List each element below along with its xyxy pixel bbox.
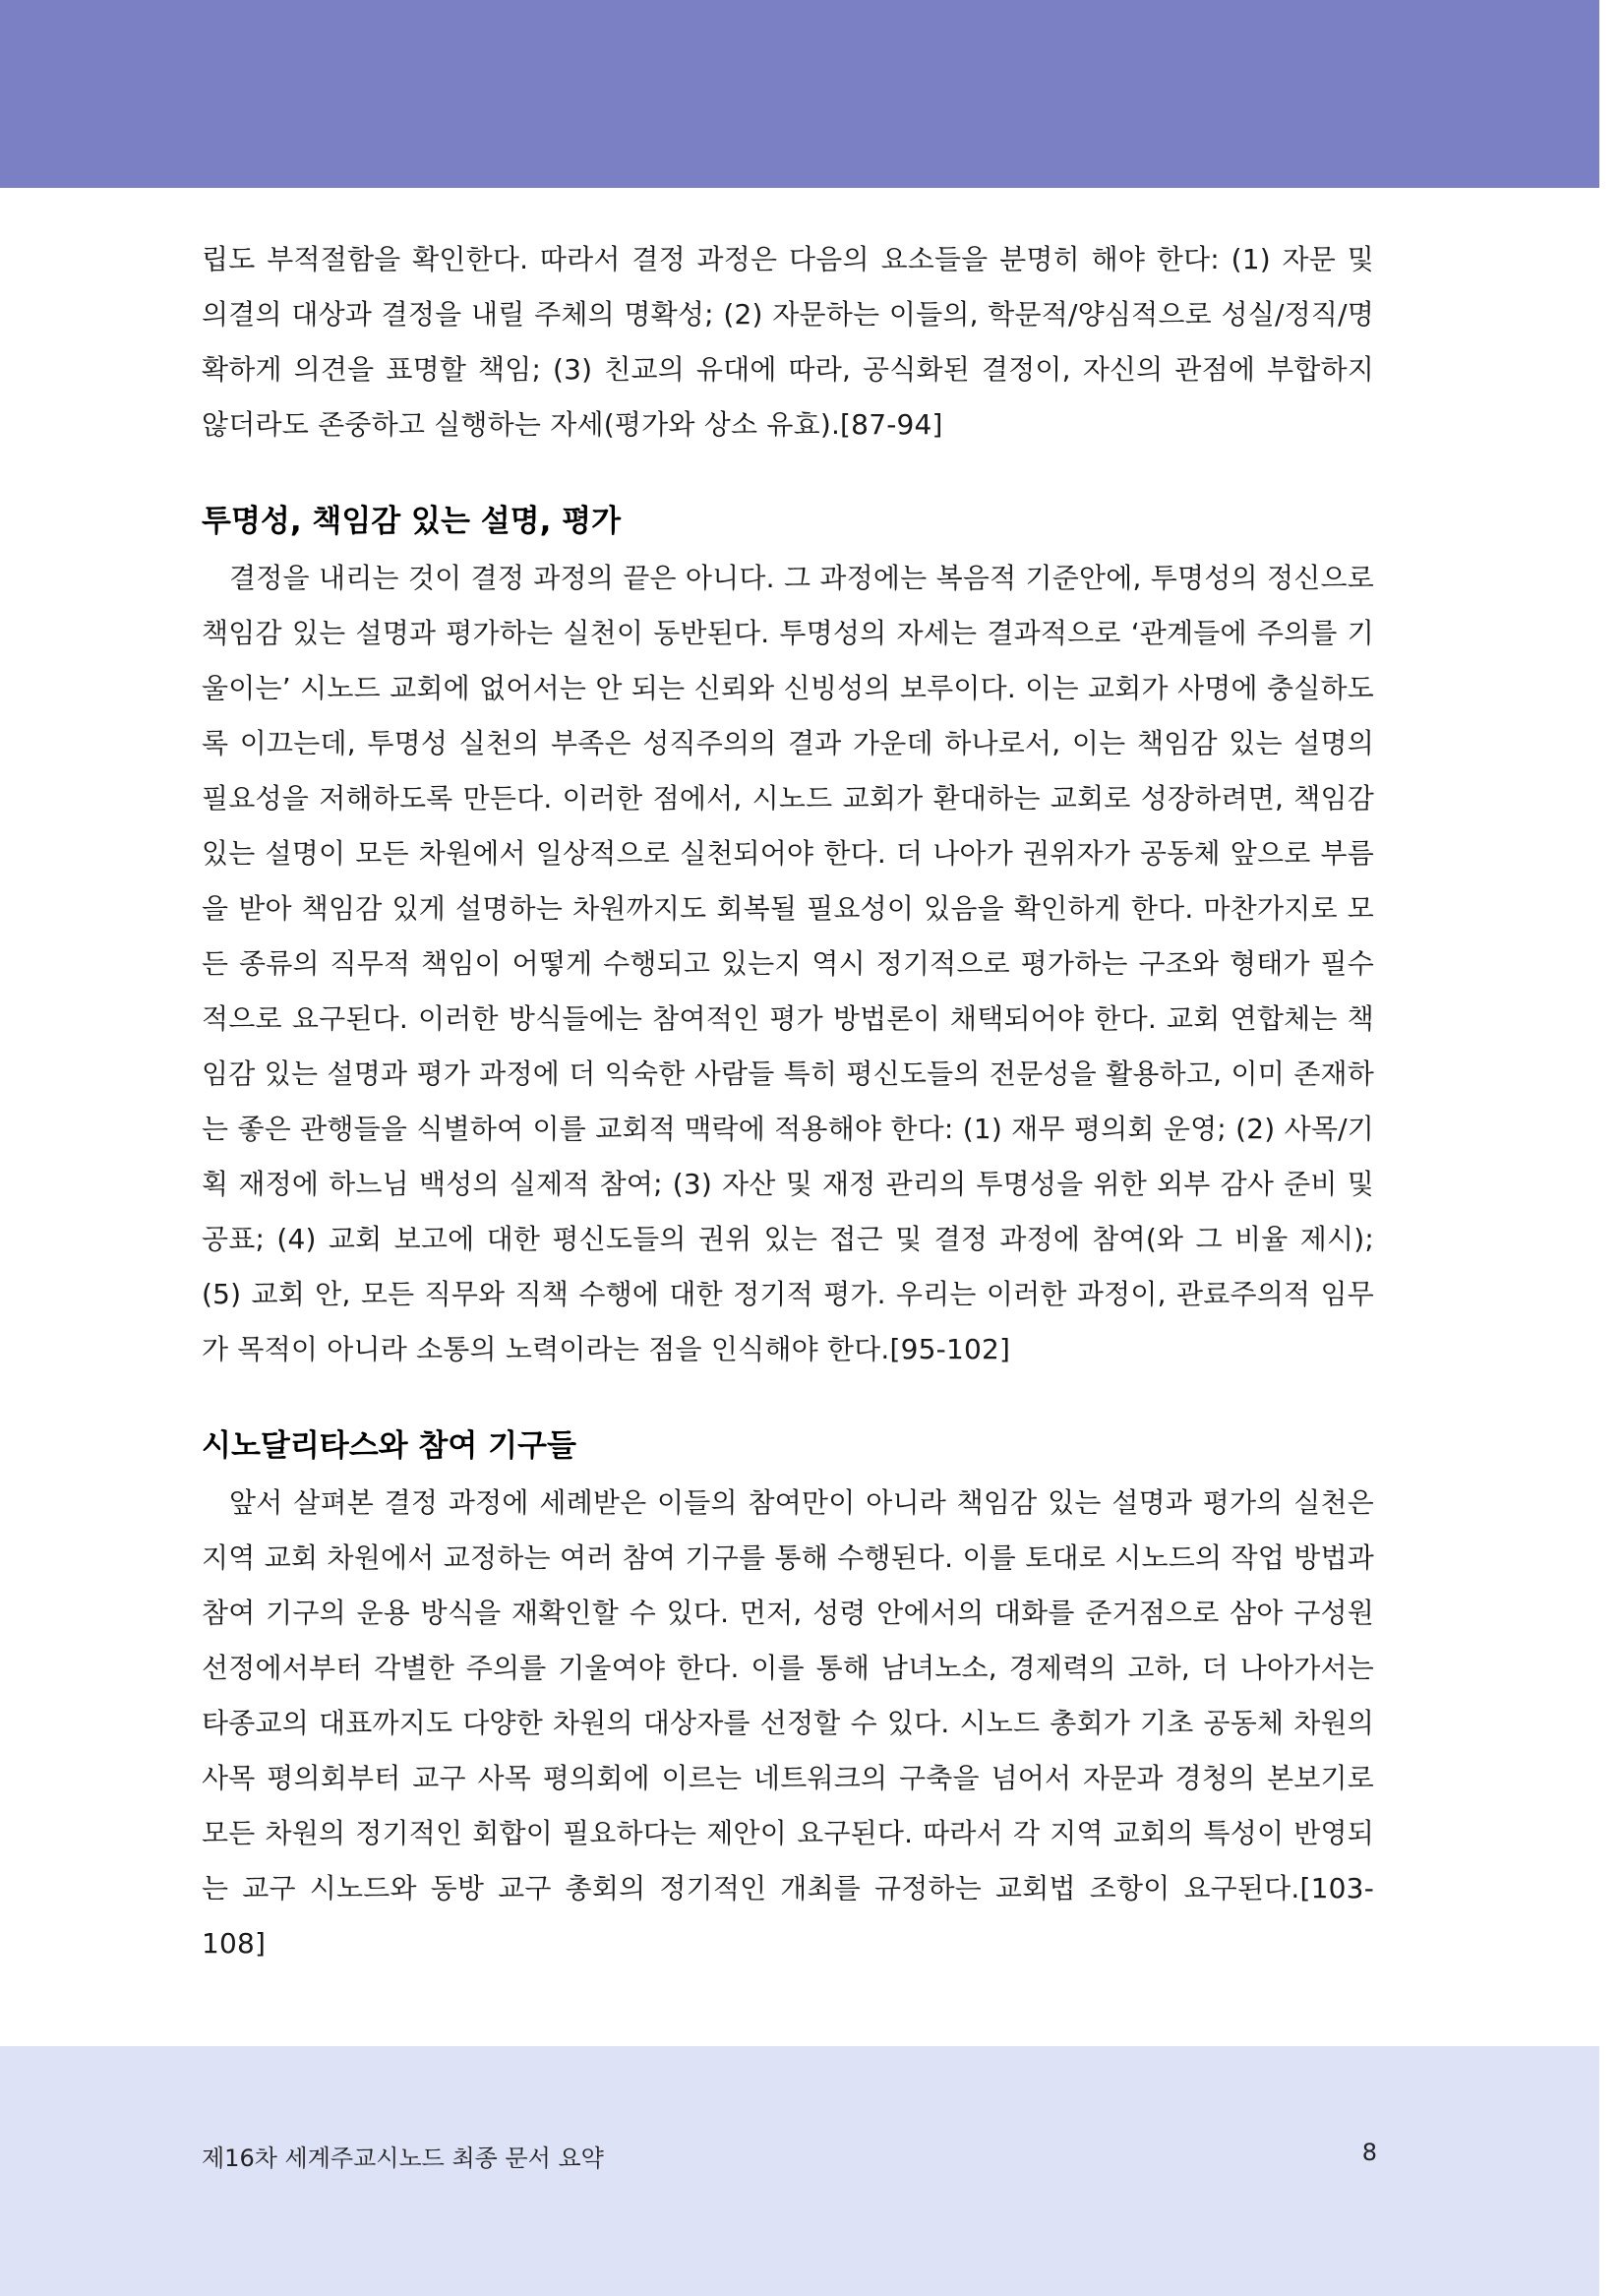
section-heading-participation: 시노달리타스와 참여 기구들 (202, 1428, 576, 1464)
paragraph-participation: 앞서 살펴본 결정 과정에 세례받은 이들의 참여만이 아니라 책임감 있는 설명과 평가의 실천은 지역 교회 차원에서 교정하는 여러 참여 기구를 통해 수행된다. 이를 토대로 시노드의 작업 방법과 참여 기구의 운용 방식을 재확인할 수 있다. 먼저, 성령 안에서의 대화를 준거점으로 삼아 구성원 선정에서부터 각별한 주의를 기울여야 한다. 이를 통해 남녀노소, 경제력의 고하, 더 나아가서는 타종교의 대표까지도 다양한 차원의 대상자를 선정할 수 있다. 시노드 총회가 기초 공동체 차원의 사목 평의회부터 교구 사목 평의회에 이르는 네트워크의 구축을 넘어서 자문과 경청의 본보기로 모든 차원의 정기적인 회합이 필요하다는 제안이 요구된다. 따라서 각 지역 교회의 특성이 반영되는 교구 시노드와 동방 교구 총회의 정기적인 개최를 규정하는 교회법 조항이 요구된다.[103-108] (202, 1486, 1374, 1960)
section-gap (202, 453, 1374, 492)
footer-document-title: 제16차 세계주교시노드 최종 문서 요약 (202, 2145, 604, 2172)
paragraph-transparency: 결정을 내리는 것이 결정 과정의 끝은 아니다. 그 과정에는 복음적 기준안에, 투명성의 정신으로 책임감 있는 설명과 평가하는 실천이 동반된다. 투명성의 자세는 결과적으로 ‘관계들에 주의를 기울이는’ 시노드 교회에 없어서는 안 되는 신뢰와 신빙성의 보루이다. 이는 교회가 사명에 충실하도록 이끄는데, 투명성 실천의 부족은 성직주의의 결과 가운데 하나로서, 이는 책임감 있는 설명의 필요성을 저해하도록 만든다. 이러한 점에서, 시노드 교회가 환대하는 교회로 성장하려면, 책임감 있는 설명이 모든 차원에서 일상적으로 실천되어야 한다. 더 나아가 권위자가 공동체 앞으로 부름을 받아 책임감 있게 설명하는 차원까지도 회복될 필요성이 있음을 확인하게 한다. 마찬가지로 모든 종류의 직무적 책임이 어떻게 수행되고 있는지 역시 정기적으로 평가하는 구조와 형태가 필수적으로 요구된다. 이러한 방식들에는 참여적인 평가 방법론이 채택되어야 한다. 교회 연합체는 책임감 있는 설명과 평가 과정에 더 익숙한 사람들 특히 평신도들의 전문성을 활용하고, 이미 존재하는 좋은 관행들을 식별하여 이를 교회적 맥락에 적용해야 한다: (1) 재무 평의회 운영; (2) 사목/기획 재정에 하느님 백성의 실제적 참여; (3) 자산 및 재정 관리의 투명성을 위한 외부 감사 준비 및 공표; (4) 교회 보고에 대한 평신도들의 권위 있는 접근 및 결정 과정에 참여(와 그 비율 제시); (5) 교회 안, 모든 직무와 직책 수행에 대한 정기적 평가. 우리는 이러한 과정이, 관료주의적 임무가 목적이 아니라 소통의 노력이라는 점을 인식해야 한다.[95-102] (202, 562, 1374, 1365)
paragraph-continued: 립도 부적절함을 확인한다. 따라서 결정 과정은 다음의 요소들을 분명히 해야 한다: (1) 자문 및 의결의 대상과 결정을 내릴 주체의 명확성; (2) 자문하는 이들의, 학문적/양심적으로 성실/정직/명확하게 의견을 표명할 책임; (3) 친교의 유대에 따라, 공식화된 결정이, 자신의 관점에 부합하지 않더라도 존중하고 실행하는 자세(평가와 상소 유효).[87-94] (202, 243, 1374, 441)
document-body (202, 232, 1374, 1971)
header-band (0, 0, 1599, 188)
page-number: 8 (1361, 2139, 1377, 2166)
section-gap (202, 1377, 1374, 1417)
section-heading-transparency: 투명성, 책임감 있는 설명, 평가 (202, 504, 622, 539)
page-edge (1599, 0, 1621, 2296)
